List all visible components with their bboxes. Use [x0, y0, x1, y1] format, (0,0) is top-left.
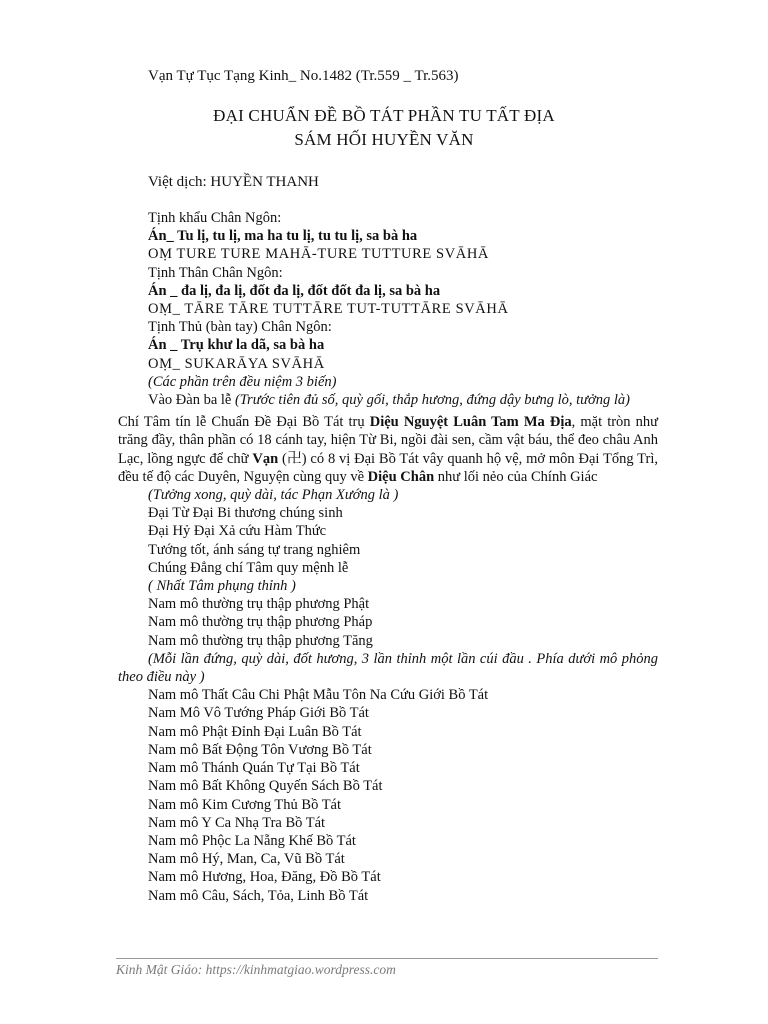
namo-line: Nam mô Câu, Sách, Tỏa, Linh Bồ Tát	[148, 887, 369, 904]
namo-line: Nam mô Kim Cương Thủ Bồ Tát	[148, 796, 342, 813]
namo-line: Nam mô Phật Đỉnh Đại Luân Bồ Tát	[148, 723, 362, 740]
mantra-vietnamese: Án_ Tu lị, tu lị, ma ha tu lị, tu tu lị, sa bà ha	[148, 228, 418, 245]
document-body	[118, 209, 658, 905]
mantra-heading: Tịnh khẩu Chân Ngôn:	[148, 210, 282, 226]
namo-line: Nam mô Bất Động Tôn Vương Bồ Tát	[148, 741, 372, 758]
namo-line: Nam mô Thánh Quán Tự Tại Bồ Tát	[148, 760, 360, 777]
invocation-paragraph	[118, 413, 658, 486]
chant-note: (Tưởng xong, quỳ dài, tác Phạn Xướng là )	[148, 487, 399, 504]
paragraph-text: (卍) có 8 vị Đại Bồ Tát vây quanh hộ vệ, mở môn Đại Tổng Trì, đều tế độ các Duyên, Nguyện cùng quy về	[118, 450, 659, 485]
invitation-note: ( Nhất Tâm phụng thỉnh )	[148, 578, 296, 595]
verse-line: Tướng tốt, ánh sáng tự trang nghiêm	[148, 541, 361, 558]
paragraph-emphasis: Diệu Nguyệt Luân Tam Ma Địa	[369, 414, 572, 431]
paragraph-text: Chí Tâm tín lễ Chuẩn Đề Đại Bồ Tát trụ	[118, 414, 365, 431]
namo-line: Nam mô Thất Câu Chi Phật Mẫu Tôn Na Cứu Giới Bồ Tát	[148, 687, 489, 704]
mantra-vietnamese: Án _ Trụ khư la dã, sa bà ha	[148, 337, 325, 354]
verse-line: Chúng Đẳng chí Tâm quy mệnh lễ	[148, 559, 349, 576]
namo-line: Nam mô thường trụ thập phương Tăng	[148, 632, 373, 649]
namo-line: Nam mô Hương, Hoa, Đăng, Đồ Bồ Tát	[148, 869, 381, 886]
verse-line: Đại Từ Đại Bi thương chúng sinh	[148, 505, 343, 522]
namo-line: Nam mô Hý, Man, Ca, Vũ Bồ Tát	[148, 851, 345, 868]
namo-line: Nam mô Phộc La Nẵng Khế Bồ Tát	[148, 832, 356, 849]
source-reference: Vạn Tự Tục Tạng Kinh_ No.1482 (Tr.559 _ Tr.563)	[148, 68, 459, 84]
mantra-vietnamese: Án _ đa lị, đa lị, đốt đa lị, đốt đốt đa lị, sa bà ha	[148, 282, 441, 299]
enter-altar-note: (Trước tiên đủ số, quỳ gối, thắp hương, đứng dậy bưng lò, tưởng là)	[234, 392, 631, 409]
paragraph-emphasis: Vạn	[252, 450, 279, 467]
namo-line: Nam mô thường trụ thập phương Phật	[148, 596, 370, 613]
verse-line: Đại Hỷ Đại Xả cứu Hàm Thức	[148, 523, 327, 540]
namo-line: Nam mô Y Ca Nhạ Tra Bồ Tát	[148, 814, 326, 831]
enter-altar-text: Vào Đàn ba lễ	[148, 392, 232, 409]
footer-link[interactable]: Kinh Mật Giáo: https://kinhmatgiao.wordpress.com	[116, 962, 396, 977]
enter-altar-line	[118, 391, 658, 409]
bowing-note: (Mỗi lần đứng, quỳ dài, đốt hương, 3 lần thỉnh một lần cúi đầu . Phía dưới mô phỏng theo điều này )	[118, 650, 658, 686]
document-title-line-1: ĐẠI CHUẨN ĐỀ BỒ TÁT PHẦN TU TẤT ĐỊA	[213, 106, 555, 125]
paragraph-text: như lối nẻo của Chính Giác	[437, 468, 598, 485]
document-title-line-2: SÁM HỐI HUYỀN VĂN	[294, 130, 474, 149]
namo-line: Nam mô thường trụ thập phương Pháp	[148, 614, 373, 631]
namo-line: Nam mô Bất Không Quyến Sách Bồ Tát	[148, 778, 383, 795]
mantra-heading: Tịnh Thân Chân Ngôn:	[148, 264, 283, 281]
mantra-sanskrit: OṂ_ SUKARĀYA SVĀHĀ	[148, 355, 325, 372]
mantra-sanskrit: OṂ TURE TURE MAHĀ-TURE TUTTURE SVĀHĀ	[148, 246, 490, 263]
namo-line: Nam Mô Vô Tướng Pháp Giới Bồ Tát	[148, 705, 369, 722]
paragraph-text: , mặt tròn như trăng đầy, thân phần có 18 cánh tay, hiện Từ Bi, ngồi đài sen, cầm vật báu, thể đeo châu Anh Lạc, lồng ngực để chữ	[118, 414, 658, 467]
mantra-heading: Tịnh Thủ (bàn tay) Chân Ngôn:	[148, 319, 332, 336]
mantra-sanskrit: OṂ_ TĀRE TĀRE TUTTĀRE TUT-TUTTĀRE SVĀHĀ	[148, 301, 509, 318]
footer-divider	[116, 958, 658, 959]
recitation-note: (Các phần trên đều niệm 3 biến)	[148, 373, 337, 390]
paragraph-emphasis: Diệu Chân	[367, 468, 435, 485]
translator-credit: Việt dịch: HUYỀN THANH	[148, 174, 319, 190]
